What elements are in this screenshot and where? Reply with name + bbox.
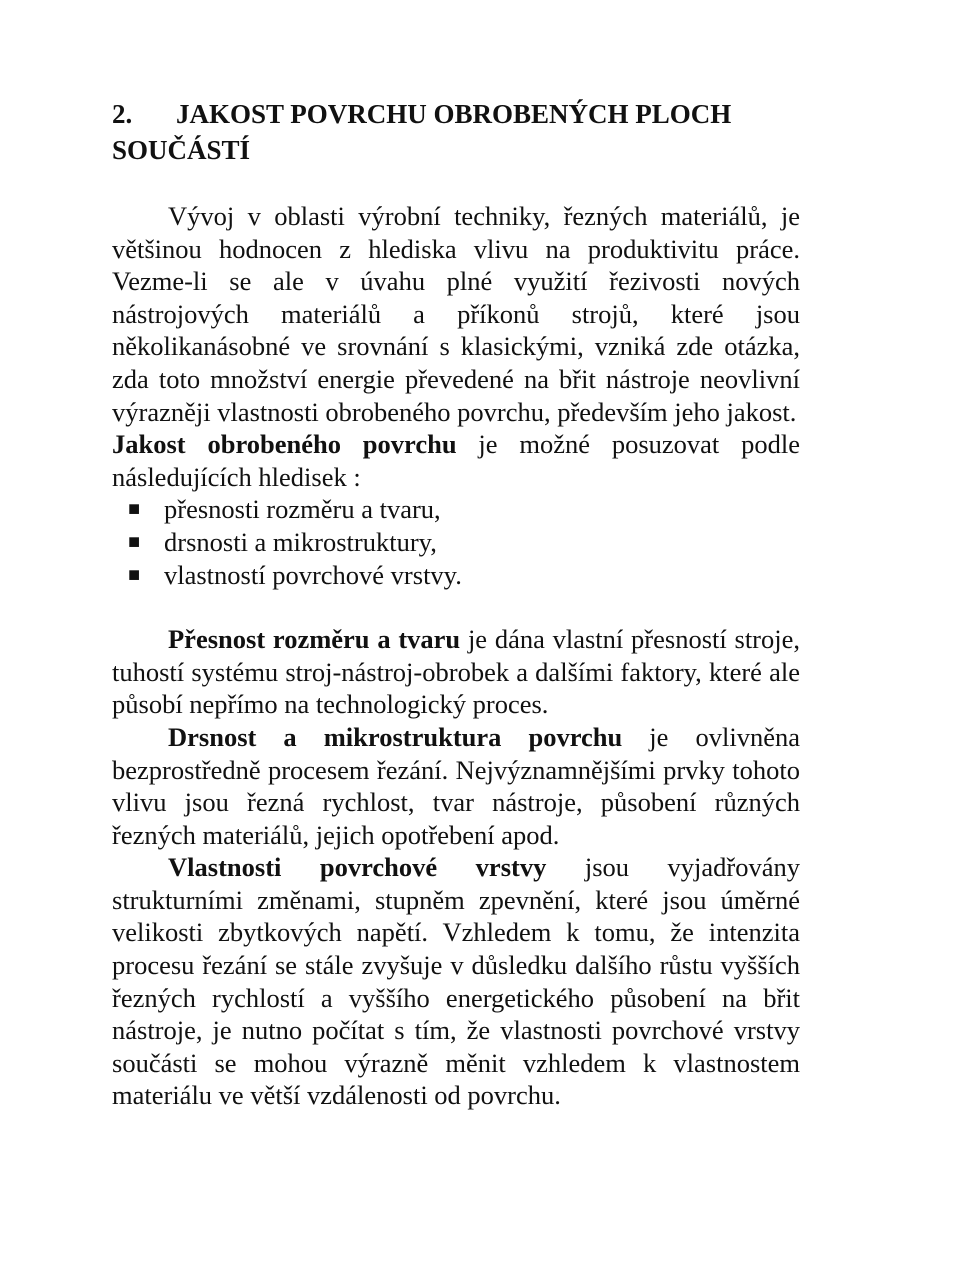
roughness-paragraph (112, 721, 800, 851)
section-title-line1: JAKOST POVRCHU OBROBENÝCH PLOCH (176, 99, 732, 129)
precision-paragraph (112, 623, 800, 721)
bullet-icon: ■ (128, 530, 141, 553)
precision-term: Přesnost rozměru a tvaru (168, 624, 461, 655)
intro-paragraph: Vývoj v oblasti výrobní techniky, řezných materiálů, je většinou hodnocen z hlediska vlivu na produktivitu práce. Vezme-li se ale v úvahu plné využití řezivosti nových nástrojových materiálů a příkonů strojů, které jsou několikanásobné ve srovnání s klasickými, vzniká zde otázka, zda toto množství energie převedené na břit nástroje neovlivní výrazněji vlastnosti obrobeného povrchu, především jeho jakost. (112, 201, 800, 427)
list-item (112, 559, 800, 592)
roughness-text: je ovlivněna bezprostředně procesem řezání. Nejvýznamnějšími prvky tohoto vlivu jsou řezná rychlost, tvar nástroje, působení různých řezných materiálů, jejich opotřebení apod. (112, 721, 801, 850)
list-item (112, 526, 800, 559)
roughness-term: Drsnost a mikrostruktura povrchu (168, 721, 623, 752)
section-heading (112, 96, 800, 168)
section-title-line2: SOUČÁSTÍ (112, 135, 251, 165)
bullet-icon: ■ (128, 563, 141, 586)
paragraph-gap (112, 591, 800, 623)
list-item-text: vlastností povrchové vrstvy. (164, 559, 462, 590)
list-item (112, 493, 800, 526)
document-page (112, 96, 800, 1112)
surface-paragraph (112, 851, 800, 1112)
criteria-list (112, 493, 800, 591)
precision-text: je dána vlastní přesností stroje, tuhostí systému stroj-nástroj-obrobek a dalšími faktory, které ale působí nepřímo na technologický proces. (112, 624, 801, 720)
quality-paragraph (112, 428, 800, 493)
list-item-text: drsnosti a mikrostruktury, (164, 526, 437, 557)
section-number: 2. (112, 99, 133, 129)
surface-text: jsou vyjadřovány strukturními změnami, stupněm zpevnění, které jsou úměrné velikosti zbytkových napětí. Vzhledem k tomu, že intenzita procesu řezání se stále zvyšuje v důsledku dalšího růstu vyšších řezných rychlostí a vyššího energetického působení na břit nástroje, je nutno počítat s tím, že vlastnosti povrchové vrstvy součásti se mohou výrazně měnit vzhledem k vlastnostem materiálu ve větší vzdálenosti od povrchu. (112, 852, 801, 1111)
list-item-text: přesnosti rozměru a tvaru, (164, 494, 441, 525)
quality-text: je možné posuzovat podle následujících hledisek : (112, 429, 800, 492)
quality-term: Jakost obrobeného povrchu (112, 429, 457, 460)
bullet-icon: ■ (128, 498, 141, 521)
surface-term: Vlastnosti povrchové vrstvy (168, 852, 547, 883)
